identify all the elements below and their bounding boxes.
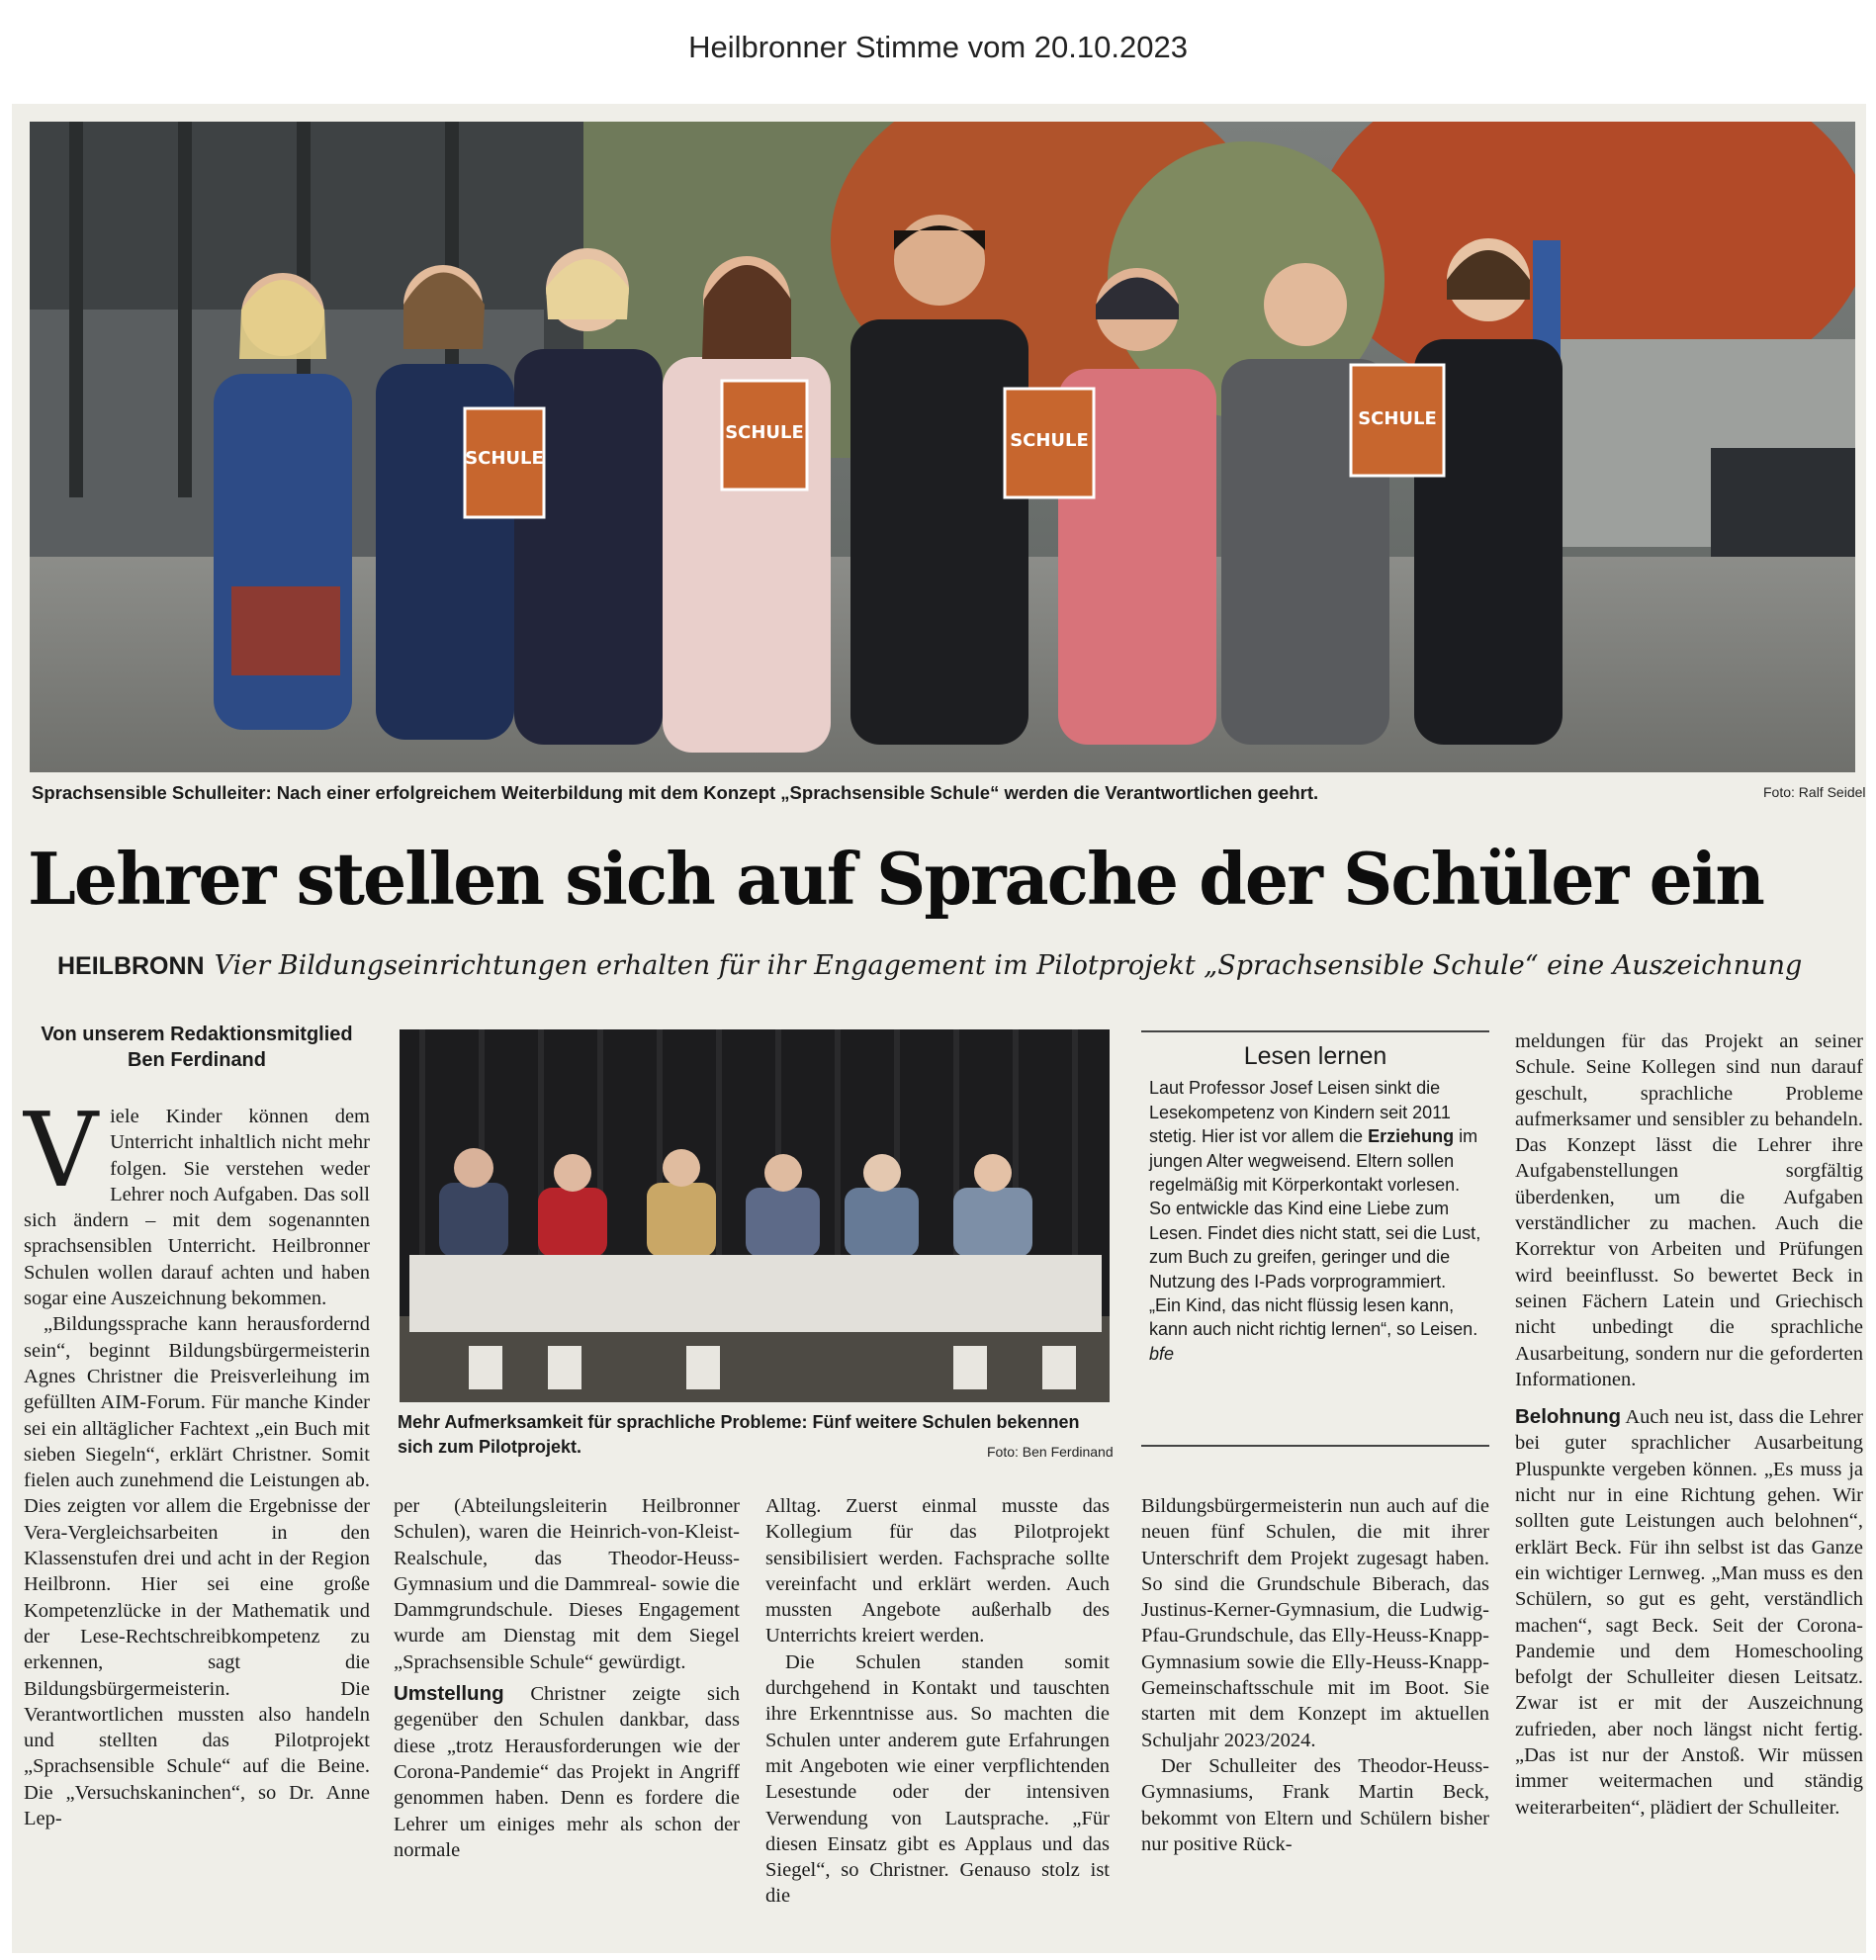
booklet-title: SCHULE	[725, 422, 804, 443]
article-paragraph: Belohnung Auch neu ist, dass die Lehrer bei guter sprachlicher Ausarbeitung Pluspunkte vergeben können. „Es muss ja nicht nur in eine Richtung gehen. Wir sollten gute Leistungen auch belohnen“, erklärt Beck. Für ihn selbst ist das Ganze ein wichtiger Lernweg. „Man muss es den Schülern, so gut es geht, verständlich machen“, sagt Beck. Seit der Corona-Pandemie und dem Homeschooling befolgt der Schulleiter diesen Leitsatz. Zwar ist er mit der Auszeichnung zufrieden, aber noch längst nicht fertig. „Das ist nur der Anstoß. Wir müssen immer weitermachen und ständig weiterarbeiten“, plädiert der Schulleiter.	[1515, 1405, 1864, 1819]
main-photo	[30, 122, 1855, 772]
article-paragraph: Der Schulleiter des Theodor-Heuss-Gymnasiums, Frank Martin Beck, bekommt von Eltern und Schülern bisher nur positive Rück-	[1141, 1754, 1489, 1855]
info-box-title: Lesen lernen	[1243, 1042, 1387, 1070]
subline	[57, 950, 1837, 981]
info-box-author: bfe	[1149, 1343, 1175, 1364]
main-photo-caption: Sprachsensible Schulleiter: Nach einer erfolgreichem Weiterbildung mit dem Konzept „Sprachsensible Schule“ werden die Verantwortlichen geehrt.	[32, 782, 1319, 803]
article-paragraph: Umstellung Christner zeigte sich gegenüber den Schulen dankbar, dass diese „trotz Herausforderungen wie der Corona-Pandemie“ das Projekt in Angriff genommen haben. Denn es fordere die Lehrer um einiges mehr als schon der normale	[394, 1682, 740, 1861]
article-column-3	[765, 1493, 1110, 1910]
subline-text: Vier Bildungseinrichtungen erhalten für ihr Engagement im Pilotprojekt „Sprachsensible Schule“ eine Auszeichnung	[214, 950, 1803, 981]
article-column-5	[1515, 1028, 1863, 1821]
article-paragraph	[24, 1090, 370, 1311]
byline-line1: Von unserem Redaktionsmitglied	[41, 1024, 353, 1045]
drop-cap: V	[24, 1090, 99, 1210]
booklet-title: SCHULE	[1358, 408, 1437, 429]
article-paragraph: Die Schulen standen somit durchgehend in Kontakt und tauschten ihre Erkenntnisse aus. So machten die Schulen unter anderem gute Erfahrungen mit Angeboten wie einer verpflichtenden Lesestunde oder der intensiven Verwendung von Lautsprache. „Für diesen Einsatz gibt es Applaus und das Siegel“, so Christner. Genauso stolz ist die	[765, 1650, 1110, 1908]
article-paragraph: Bildungsbürgermeisterin nun auch auf die neuen fünf Schulen, die mit ihrer Unterschrift dem Projekt zugesagt haben. So sind die Grundschule Biberach, das Justinus-Kerner-Gymnasium, die Ludwig-Pfau-Grundschule, das Elly-Heuss-Knapp-Gymnasium sowie die Elly-Heuss-Knapp-Gemeinschaftsschule mit im Boot. Sie starten mit dem Konzept im aktuellen Schuljahr 2023/2024.	[1141, 1495, 1489, 1751]
article-column-2	[394, 1493, 740, 1863]
byline	[24, 1022, 370, 1073]
info-box	[1141, 1030, 1489, 1447]
info-box-keyword: Erziehung	[1368, 1126, 1455, 1147]
subhead-keyword: Belohnung	[1515, 1405, 1622, 1429]
headline: Lehrer stellen sich auf Sprache der Schüler ein	[28, 837, 1763, 921]
article-column-4	[1141, 1493, 1489, 1857]
second-photo-credit: Foto: Ben Ferdinand	[987, 1444, 1114, 1460]
main-photo-credit: Foto: Ralf Seidel	[1763, 784, 1866, 800]
booklet-title: SCHULE	[465, 448, 544, 469]
article-paragraph: meldungen für das Projekt an seiner Schule. Seine Kollegen sind nun darauf geschult, sprachliche Probleme aufmerksamer und sensibler zu behandeln. Das Konzept lässt die Lehrer ihre Aufgabenstellungen sorgfältig überdenken, um die Aufgaben verständlicher zu machen. Auch die Korrektur von Arbeiten und Prüfungen wird beeinflusst. So bewertet Beck in seinen Fächern Latein und Griechisch nicht unbedingt die sprachliche Ausarbeitung, sondern nur die geforderten Informationen.	[1515, 1030, 1863, 1390]
article-text: iele Kinder können dem Unterricht inhaltlich nicht mehr folgen. Sie verstehen weder Lehrer noch Aufgaben. Das soll sich ändern – mit dem sogenannten sprachsensiblen Unterricht. Heilbronner Schulen wollen darauf achten und haben sogar eine Auszeichnung bekommen.	[24, 1106, 370, 1310]
article-paragraph: per (Abteilungsleiterin Heilbronner Schulen), waren die Heinrich-von-Kleist-Realschule, das Theodor-Heuss-Gymnasium und die Dammreal- sowie die Dammgrundschule. Dieses Engagement wurde am Dienstag mit dem Siegel „Sprachsensible Schule“ gewürdigt.	[394, 1495, 740, 1673]
info-box-text: Laut Professor Josef Leisen sinkt die Lesekompetenz von Kindern seit 2011 stetig. Hier ist vor allem die Erziehung im jungen Alter wegweisend. Eltern sollen regelmäßig mit Körperkontakt vorlesen. So entwickle das Kind eine Liebe zum Lesen. Findet dies nicht statt, sei die Lust, zum Buch zu greifen, geringer und die Nutzung des I-Pads vorprogrammiert. „Ein Kind, das nicht flüssig lesen kann, kann auch nicht richtig lernen“, so Leisen. bfe	[1149, 1078, 1481, 1364]
second-photo	[400, 1029, 1110, 1402]
article-column-1	[24, 1090, 370, 1831]
booklet-title: SCHULE	[1010, 430, 1089, 451]
subhead-keyword: Umstellung	[394, 1682, 504, 1706]
byline-author: Ben Ferdinand	[127, 1049, 266, 1071]
source-line: Heilbronner Stimme vom 20.10.2023	[688, 30, 1188, 64]
second-photo-caption: Mehr Aufmerksamkeit für sprachliche Probleme: Fünf weitere Schulen bekennen sich zum Pilotprojekt.	[398, 1412, 1080, 1457]
dateline-place: HEILBRONN	[57, 952, 205, 980]
article-paragraph: Alltag. Zuerst einmal musste das Kollegium für das Pilotprojekt sensibilisiert werden. Fachsprache sollte vereinfacht und erklärt werden. Auch mussten Angebote außerhalb des Unterrichts kreiert werden.	[765, 1495, 1110, 1648]
article-paragraph: „Bildungssprache kann herausfordernd sein“, beginnt Bildungsbürgermeisterin Agnes Christner die Preisverleihung im gefüllten AIM-Forum. Für manche Kinder sei ein alltäglicher Fachtext „ein Buch mit sieben Siegeln“, erklärt Christner. Somit fielen auch zunehmend die Leistungen ab. Dies zeigten vor allem die Ergebnisse der Vera-Vergleichsarbeiten in den Klassenstufen drei und acht in der Region Heilbronn. Hier sei eine große Kompetenzlücke in der Mathematik und der Lese-Rechtschreibkompetenz zu erkennen, sagt die Bildungsbürgermeisterin. Die Verantwortlichen mussten also handeln und stellten das Pilotprojekt „Sprachsensible Schule“ auf die Beine. Die „Versuchskaninchen“, so Dr. Anne Lep-	[24, 1313, 370, 1830]
